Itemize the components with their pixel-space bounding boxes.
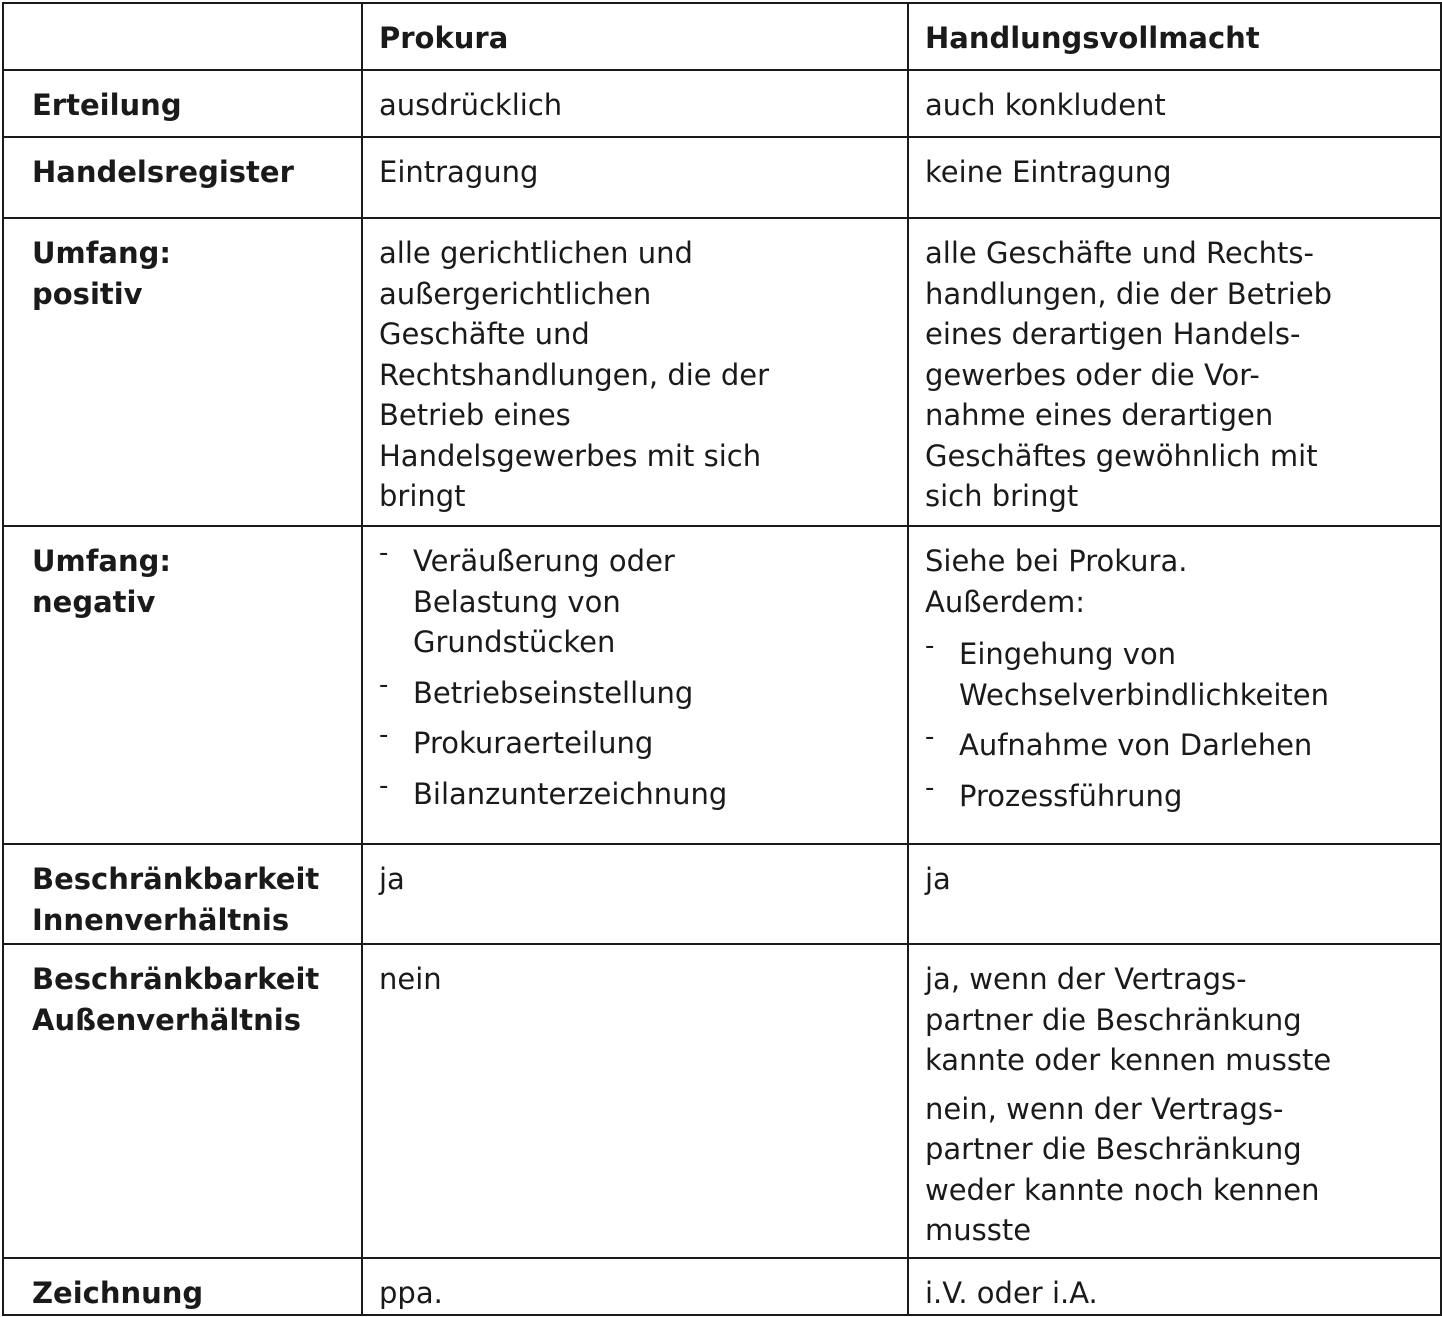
cell-hv-beschraenkbarkeit-innen: ja [908,844,1441,944]
cell-prokura-umfang-positiv: alle gerichtlichen und außergerichtlichen Geschäfte und Rechtshandlungen, die der Betrieb eines Handelsgewerbes mit sich bringt [362,218,908,526]
comparison-table [2,2,1442,1316]
header-handlungsvollmacht: Handlungsvollmacht [908,3,1441,70]
row-umfang-positiv [3,218,1441,526]
header-prokura: Prokura [362,3,908,70]
list-item: - Bilanzunterzeichnung [379,774,891,815]
row-umfang-negativ [3,526,1441,844]
cell-hv-beschraenkbarkeit-aussen [908,944,1441,1258]
cell-hv-erteilung: auch konkludent [908,70,1441,137]
cell-prokura-umfang-negativ [362,526,908,844]
cell-hv-zeichnung: i.V. oder i.A. [908,1258,1441,1315]
cell-hv-umfang-negativ [908,526,1441,844]
row-label-umfang-positiv: Umfang: positiv [3,218,362,526]
cell-prokura-beschraenkbarkeit-innen: ja [362,844,908,944]
list-item: - Prokuraerteilung [379,723,891,764]
cell-prokura-erteilung: ausdrücklich [362,70,908,137]
header-empty-cell [3,3,362,70]
row-label-handelsregister: Handelsregister [3,137,362,218]
hv-aussen-paragraph-2: nein, wenn der Vertrags- partner die Beschränkung weder kannte noch kennen musste [925,1091,1320,1247]
row-label-beschraenkbarkeit-innen: Beschränkbarkeit Innenverhältnis [3,844,362,944]
hv-negativ-intro: Siehe bei Prokura. Außerdem: [925,544,1188,619]
cell-prokura-beschraenkbarkeit-aussen: nein [362,944,908,1258]
list-item: - Aufnahme von Darlehen [925,725,1424,766]
list-item: - Prozessführung [925,776,1424,817]
list-item: - Eingehung von Wechselverbindlichkeiten [925,634,1424,715]
row-beschraenkbarkeit-innen [3,844,1441,944]
prokura-negativ-list [379,541,891,814]
row-label-zeichnung: Zeichnung [3,1258,362,1315]
row-erteilung [3,70,1441,137]
hv-aussen-paragraph-1: ja, wenn der Vertrags- partner die Beschränkung kannte oder kennen musste [925,962,1332,1077]
cell-prokura-zeichnung: ppa. [362,1258,908,1315]
header-row [3,3,1441,70]
row-zeichnung [3,1258,1441,1315]
cell-hv-handelsregister: keine Eintragung [908,137,1441,218]
cell-hv-umfang-positiv: alle Geschäfte und Rechts- handlungen, die der Betrieb eines derartigen Handels- gewerbes oder die Vor- nahme eines derartigen Geschäftes gewöhnlich mit sich bringt [908,218,1441,526]
row-label-erteilung: Erteilung [3,70,362,137]
hv-negativ-list [925,634,1424,816]
row-handelsregister [3,137,1441,218]
list-item: - Betriebseinstellung [379,673,891,714]
cell-prokura-handelsregister: Eintragung [362,137,908,218]
row-label-beschraenkbarkeit-aussen: Beschränkbarkeit Außenverhältnis [3,944,362,1258]
list-item: - Veräußerung oder Belastung von Grundstücken [379,541,891,663]
row-label-umfang-negativ: Umfang: negativ [3,526,362,844]
row-beschraenkbarkeit-aussen [3,944,1441,1258]
